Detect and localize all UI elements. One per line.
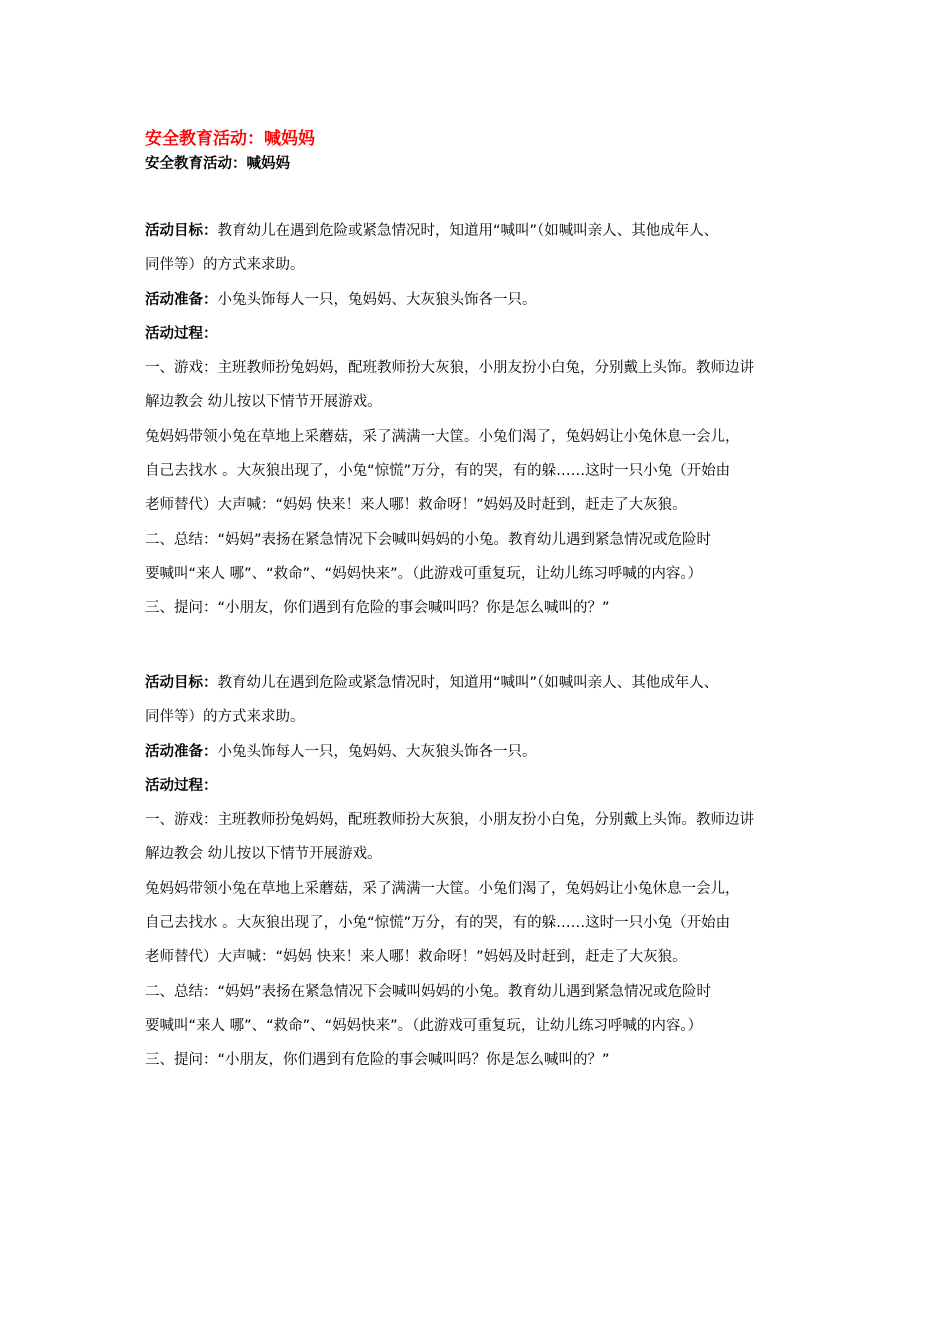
story-paragraph-line: 自己去找水 。大灰狼出现了，小兔“惊慌”万分，有的哭，有的躲……这时一只小兔（开始由	[145, 463, 731, 480]
prep-label: 活动准备：	[145, 743, 218, 760]
prep-label: 活动准备：	[145, 291, 218, 308]
prep-text: 小兔头饰每人一只，兔妈妈、大灰狼头饰各一只。	[217, 743, 537, 760]
question-paragraph: 三、提问：“小朋友，你们遇到有危险的事会喊叫吗？你是怎么喊叫的？”	[145, 600, 610, 617]
activity-section-2	[145, 666, 865, 1078]
goal-text: 教育幼儿在遇到危险或紧急情况时，知道用“喊叫”（如喊叫亲人、其他成年人、	[217, 223, 719, 239]
process-label: 活动过程：	[145, 777, 218, 794]
game-paragraph-line: 一、游戏：主班教师扮兔妈妈，配班教师扮大灰狼，小朋友扮小白兔，分别戴上头饰。教师边讲	[145, 812, 754, 829]
game-paragraph-line: 一、游戏：主班教师扮兔妈妈，配班教师扮大灰狼，小朋友扮小白兔，分别戴上头饰。教师边讲	[145, 360, 754, 377]
document-subtitle: 安全教育活动：喊妈妈	[145, 156, 290, 172]
process-label: 活动过程：	[145, 325, 218, 342]
document-title: 安全教育活动：喊妈妈	[145, 129, 315, 149]
goal-text: 教育幼儿在遇到危险或紧急情况时，知道用“喊叫”（如喊叫亲人、其他成年人、	[217, 675, 719, 691]
story-paragraph-line: 老师替代）大声喊：“妈妈 快来！来人哪！救命呀！”妈妈及时赶到，赶走了大灰狼。	[145, 949, 687, 966]
goal-paragraph	[145, 214, 865, 248]
game-paragraph-line: 解边教会 幼儿按以下情节开展游戏。	[145, 846, 382, 863]
goal-label: 活动目标：	[145, 675, 218, 691]
activity-section-1	[145, 214, 865, 626]
prep-text: 小兔头饰每人一只，兔妈妈、大灰狼头饰各一只。	[217, 291, 537, 308]
game-paragraph-line: 解边教会 幼儿按以下情节开展游戏。	[145, 394, 382, 411]
question-paragraph: 三、提问：“小朋友，你们遇到有危险的事会喊叫吗？你是怎么喊叫的？”	[145, 1052, 610, 1069]
goal-text-cont: 同伴等）的方式来求助。	[145, 709, 305, 726]
summary-paragraph-line: 要喊叫“来人 哪”、“救命”、“妈妈快来”。（此游戏可重复玩，让幼儿练习呼喊的内容。）	[145, 1017, 703, 1034]
story-paragraph-line: 自己去找水 。大灰狼出现了，小兔“惊慌”万分，有的哭，有的躲……这时一只小兔（开始由	[145, 915, 731, 932]
goal-text-cont: 同伴等）的方式来求助。	[145, 257, 305, 274]
summary-paragraph-line: 二、总结：“妈妈”表扬在紧急情况下会喊叫妈妈的小兔。教育幼儿遇到紧急情况或危险时	[145, 531, 712, 548]
goal-label: 活动目标：	[145, 223, 218, 239]
goal-paragraph	[145, 666, 865, 700]
prep-paragraph	[145, 735, 865, 769]
prep-paragraph	[145, 283, 865, 317]
story-paragraph-line: 兔妈妈带领小兔在草地上采蘑菇，采了满满一大筐。小兔们渴了，兔妈妈让小兔休息一会儿，	[145, 428, 740, 445]
story-paragraph-line: 兔妈妈带领小兔在草地上采蘑菇，采了满满一大筐。小兔们渴了，兔妈妈让小兔休息一会儿，	[145, 880, 740, 897]
summary-paragraph-line: 二、总结：“妈妈”表扬在紧急情况下会喊叫妈妈的小兔。教育幼儿遇到紧急情况或危险时	[145, 983, 712, 1000]
summary-paragraph-line: 要喊叫“来人 哪”、“救命”、“妈妈快来”。（此游戏可重复玩，让幼儿练习呼喊的内容。）	[145, 565, 703, 582]
story-paragraph-line: 老师替代）大声喊：“妈妈 快来！来人哪！救命呀！”妈妈及时赶到，赶走了大灰狼。	[145, 497, 687, 514]
